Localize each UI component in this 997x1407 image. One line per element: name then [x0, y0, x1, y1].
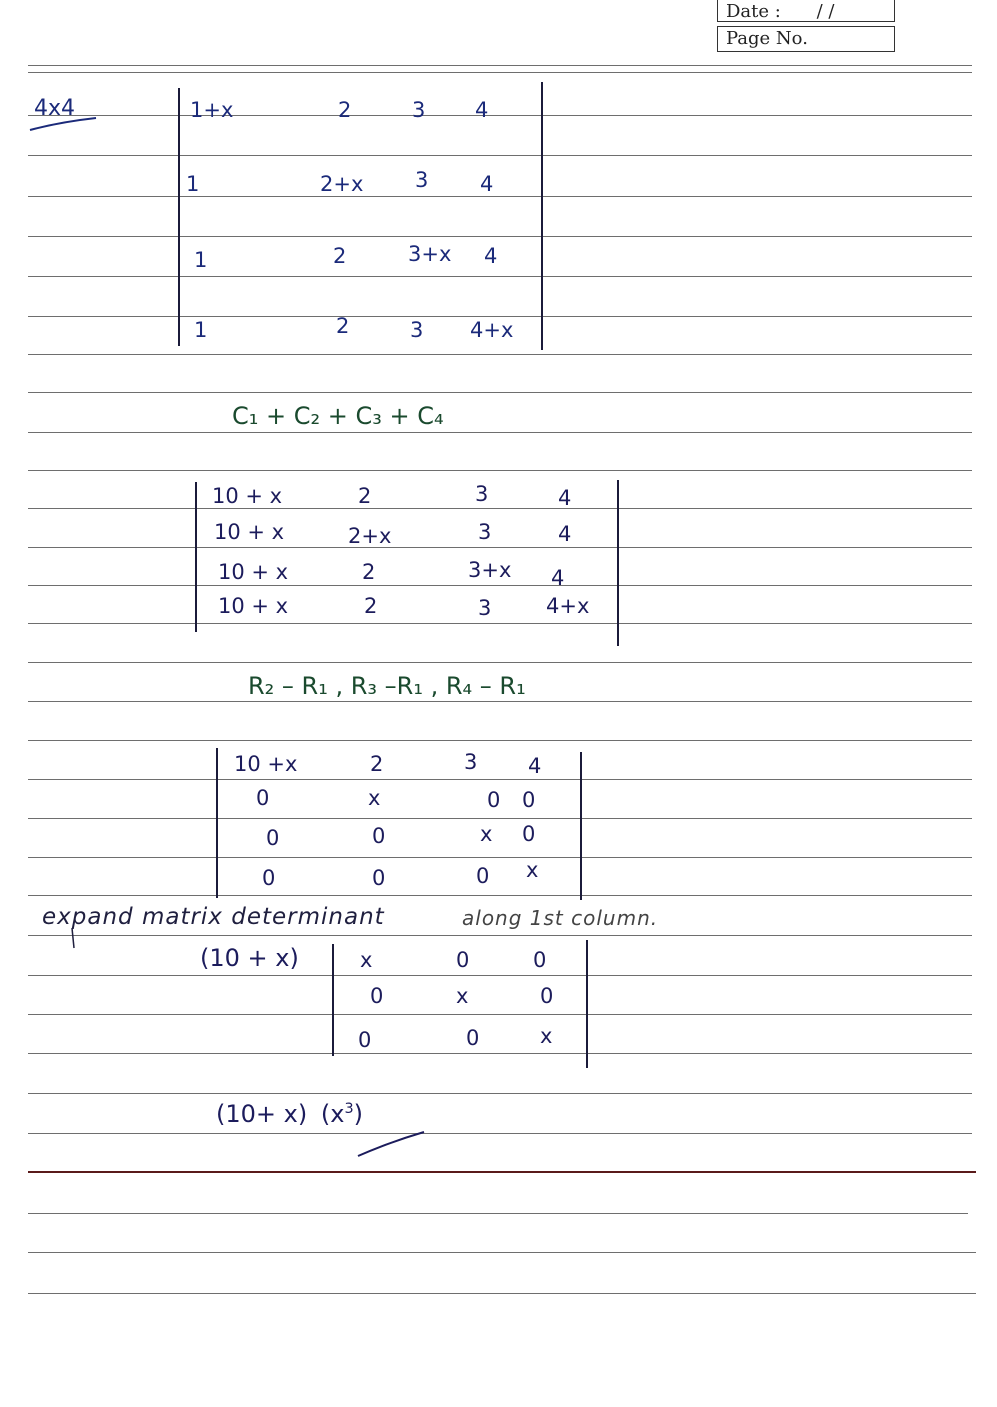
- row-operation: R₂ – R₁ , R₃ –R₁ , R₄ – R₁: [248, 672, 526, 700]
- matrix2-cell: 4: [551, 566, 565, 590]
- matrix3-cell: 0: [522, 822, 536, 846]
- matrix1-cell: 2: [333, 244, 347, 268]
- title: 4x4: [34, 96, 76, 121]
- matrix3-cell: 2: [370, 752, 384, 776]
- result-b-close: ): [353, 1100, 363, 1128]
- matrix1-cell: 4: [484, 244, 498, 268]
- matrix1-cell: 1: [186, 172, 200, 196]
- minor-cell: x: [360, 948, 373, 972]
- matrix2-cell: 10 + x: [218, 560, 289, 584]
- matrix1-cell: 2+x: [320, 172, 364, 196]
- matrix2-cell: 2+x: [348, 524, 392, 548]
- matrix3-cell: x: [526, 858, 539, 882]
- matrix1-cell: 4: [475, 98, 489, 122]
- matrix2-cell: 4: [558, 486, 572, 510]
- matrix3-cell: 3: [464, 750, 478, 774]
- page-no-label: Page No.: [726, 28, 808, 49]
- matrix1-cell: 1+x: [190, 98, 234, 122]
- minor-cell: 0: [358, 1028, 372, 1052]
- minor-cell: 0: [533, 948, 547, 972]
- matrix3-cell: 0: [372, 824, 386, 848]
- matrix2-cell: 3: [478, 520, 492, 544]
- cofactor-factor: (10 + x): [200, 944, 299, 972]
- result-b-base: (x: [320, 1100, 345, 1128]
- result-b-exponent: 3: [344, 1101, 354, 1117]
- column-operation: C₁ + C₂ + C₃ + C₄: [232, 402, 444, 430]
- matrix3-cell: 0: [266, 826, 280, 850]
- matrix2-cell: 10 + x: [214, 520, 285, 544]
- matrix2-cell: 3: [478, 596, 492, 620]
- matrix3-cell: x: [368, 786, 381, 810]
- matrix2-cell: 2: [364, 594, 378, 618]
- minor-cell: x: [456, 984, 469, 1008]
- expansion-note-faint: along 1st column.: [462, 906, 659, 930]
- matrix1-cell: 1: [194, 318, 208, 342]
- minor-cell: 0: [370, 984, 384, 1008]
- minor-cell: 0: [466, 1026, 480, 1050]
- matrix3-cell: 0: [522, 788, 536, 812]
- date-value: / /: [816, 1, 835, 22]
- matrix1-cell: 3+x: [408, 242, 452, 266]
- matrix1-cell: 2: [338, 98, 352, 122]
- matrix2-cell: 10 + x: [212, 484, 283, 508]
- matrix1-cell: 1: [194, 248, 208, 272]
- matrix2-cell: 2: [362, 560, 376, 584]
- matrix3-cell: 0: [256, 786, 270, 810]
- minor-cell: x: [540, 1024, 553, 1048]
- matrix2-cell: 3: [475, 482, 489, 506]
- matrix3-cell: 10 +x: [234, 752, 298, 776]
- matrix1-cell: 4+x: [470, 318, 514, 342]
- minor-cell: 0: [540, 984, 554, 1008]
- note-descender: [72, 928, 74, 948]
- matrix3-cell: 0: [487, 788, 501, 812]
- title-underline: [30, 118, 96, 130]
- result-underline: [358, 1132, 424, 1156]
- matrix3-cell: 4: [528, 754, 542, 778]
- matrix3-cell: 0: [262, 866, 276, 890]
- matrix2-cell: 4+x: [546, 594, 590, 618]
- matrix3-cell: x: [480, 822, 493, 846]
- expansion-note: expand matrix determinant: [42, 904, 385, 930]
- matrix1-cell: 4: [480, 172, 494, 196]
- matrix3-cell: 0: [372, 866, 386, 890]
- matrix2-cell: 10 + x: [218, 594, 289, 618]
- minor-cell: 0: [456, 948, 470, 972]
- matrix1-cell: 3: [415, 168, 429, 192]
- matrix3-cell: 0: [476, 864, 490, 888]
- matrix2-cell: 3+x: [468, 558, 512, 582]
- matrix1-cell: 3: [412, 98, 426, 122]
- date-label: Date :: [726, 1, 781, 22]
- matrix1-cell: 3: [410, 318, 424, 342]
- result-factor-a: (10+ x): [216, 1100, 308, 1128]
- matrix2-cell: 4: [558, 522, 572, 546]
- matrix2-cell: 2: [358, 484, 372, 508]
- matrix1-cell: 2: [336, 314, 350, 338]
